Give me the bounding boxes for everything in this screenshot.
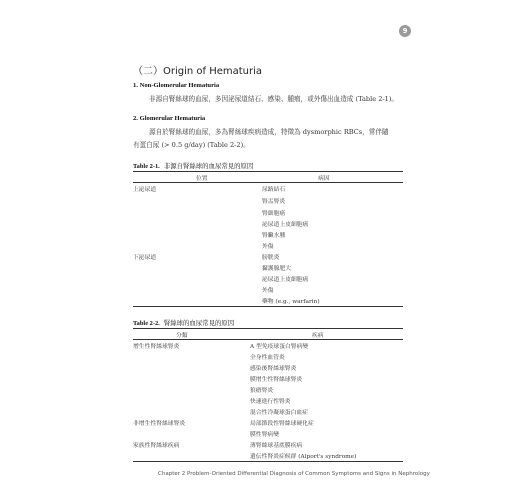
table-1-caption (133, 161, 253, 170)
table-2-bottom-rule (133, 461, 403, 462)
page-number-badge: 9 (399, 25, 411, 37)
table-1-item: 泌尿道上皮細胞癌 (262, 222, 309, 228)
table-2-top-rule (133, 328, 403, 329)
table-2-item: 混合性冷凝球蛋白血症 (250, 410, 308, 416)
table-1-item: 藥物 (e.g., warfarin) (262, 299, 320, 305)
table-1-group-label: 下泌尿道 (133, 255, 157, 261)
table-2-item: 膜性腎病變 (250, 432, 279, 438)
table-2-group-label: 增生性腎絲球腎炎 (133, 344, 180, 350)
table-1-item: 外傷 (262, 244, 274, 250)
table-2-group-label: 非增生性腎絲球腎炎 (133, 421, 186, 427)
page-footer: Chapter 2 Problem-Oriented Differential Diagnosis of Common Symptoms and Signs in Nephrology (158, 471, 430, 477)
table-1-item: 尿路結石 (262, 187, 286, 193)
table-1-bottom-rule (133, 306, 403, 307)
table-2-item: 膜增生性腎絲球腎炎 (250, 377, 303, 383)
paragraph-2-line-2: 有蛋白尿 (> 0.5 g/day) (Table 2-2)。 (133, 141, 250, 149)
table-1-group-label: 上泌尿道 (133, 187, 157, 193)
table-1-header-location: 位置 (196, 176, 208, 182)
table-1-item: 腎盂腎炎 (262, 199, 286, 205)
table-1-caption-text: 非源自腎絲球的血尿常見的原因 (163, 162, 254, 170)
table-1-header-rule (133, 182, 403, 183)
table-1-header-cause: 病因 (318, 176, 330, 182)
table-2-item: 遺伝性腎炎症候群 (Alport's syndrome) (250, 454, 357, 460)
table-1-top-rule (133, 171, 403, 172)
table-1-item: 腎細胞癌 (262, 211, 286, 217)
subsection-heading-2: 2. Glomerular Hematuria (133, 115, 206, 122)
table-2-caption (133, 318, 234, 327)
table-2-item: 薄腎絲球基底膜疾病 (250, 443, 303, 449)
table-2-header-rule (133, 339, 403, 340)
table-1-label: Table 2-1. (133, 163, 160, 170)
paragraph-2-line-1: 源自於腎絲球的血尿，多為腎絲球疾病造成，特徵為 dysmorphic RBCs，常伴隨 (149, 128, 389, 136)
table-2-item: 感染後腎絲球腎炎 (250, 366, 297, 372)
table-2-group-label: 家族性腎絲球疾病 (133, 443, 180, 449)
table-2-caption-text: 腎絲球的血尿常見的原因 (163, 319, 235, 327)
section-title: （二）Origin of Hematuria (133, 66, 263, 77)
table-2-header-category: 分類 (176, 333, 188, 339)
table-2-item: 全身性血管炎 (250, 355, 285, 361)
table-1-item: 泌尿道上皮細胞癌 (262, 277, 309, 283)
table-2-item: 狼瘡腎炎 (250, 388, 274, 394)
table-1-item: 外傷 (262, 288, 274, 294)
table-2-item: 局部節段性腎絲球硬化症 (250, 421, 314, 427)
table-2-item: 快速進行性腎炎 (250, 399, 291, 405)
subsection-heading-1: 1. Non-Glomerular Hematuria (133, 82, 220, 89)
table-2-header-disease: 疾病 (312, 333, 324, 339)
table-1-item: 腎臟水腫 (262, 233, 286, 239)
paragraph-1-line-1: 非源自腎絲球的血尿，多因泌尿道結石、感染、腫瘤，或外傷出血造成 (Table 2-1)。 (149, 95, 399, 103)
table-1-item: 膀胱炎 (262, 255, 280, 261)
table-2-item: A 型免疫球蛋白腎病變 (250, 344, 309, 350)
table-1-item: 攝護腺肥大 (262, 266, 291, 272)
table-2-label: Table 2-2. (133, 320, 160, 327)
